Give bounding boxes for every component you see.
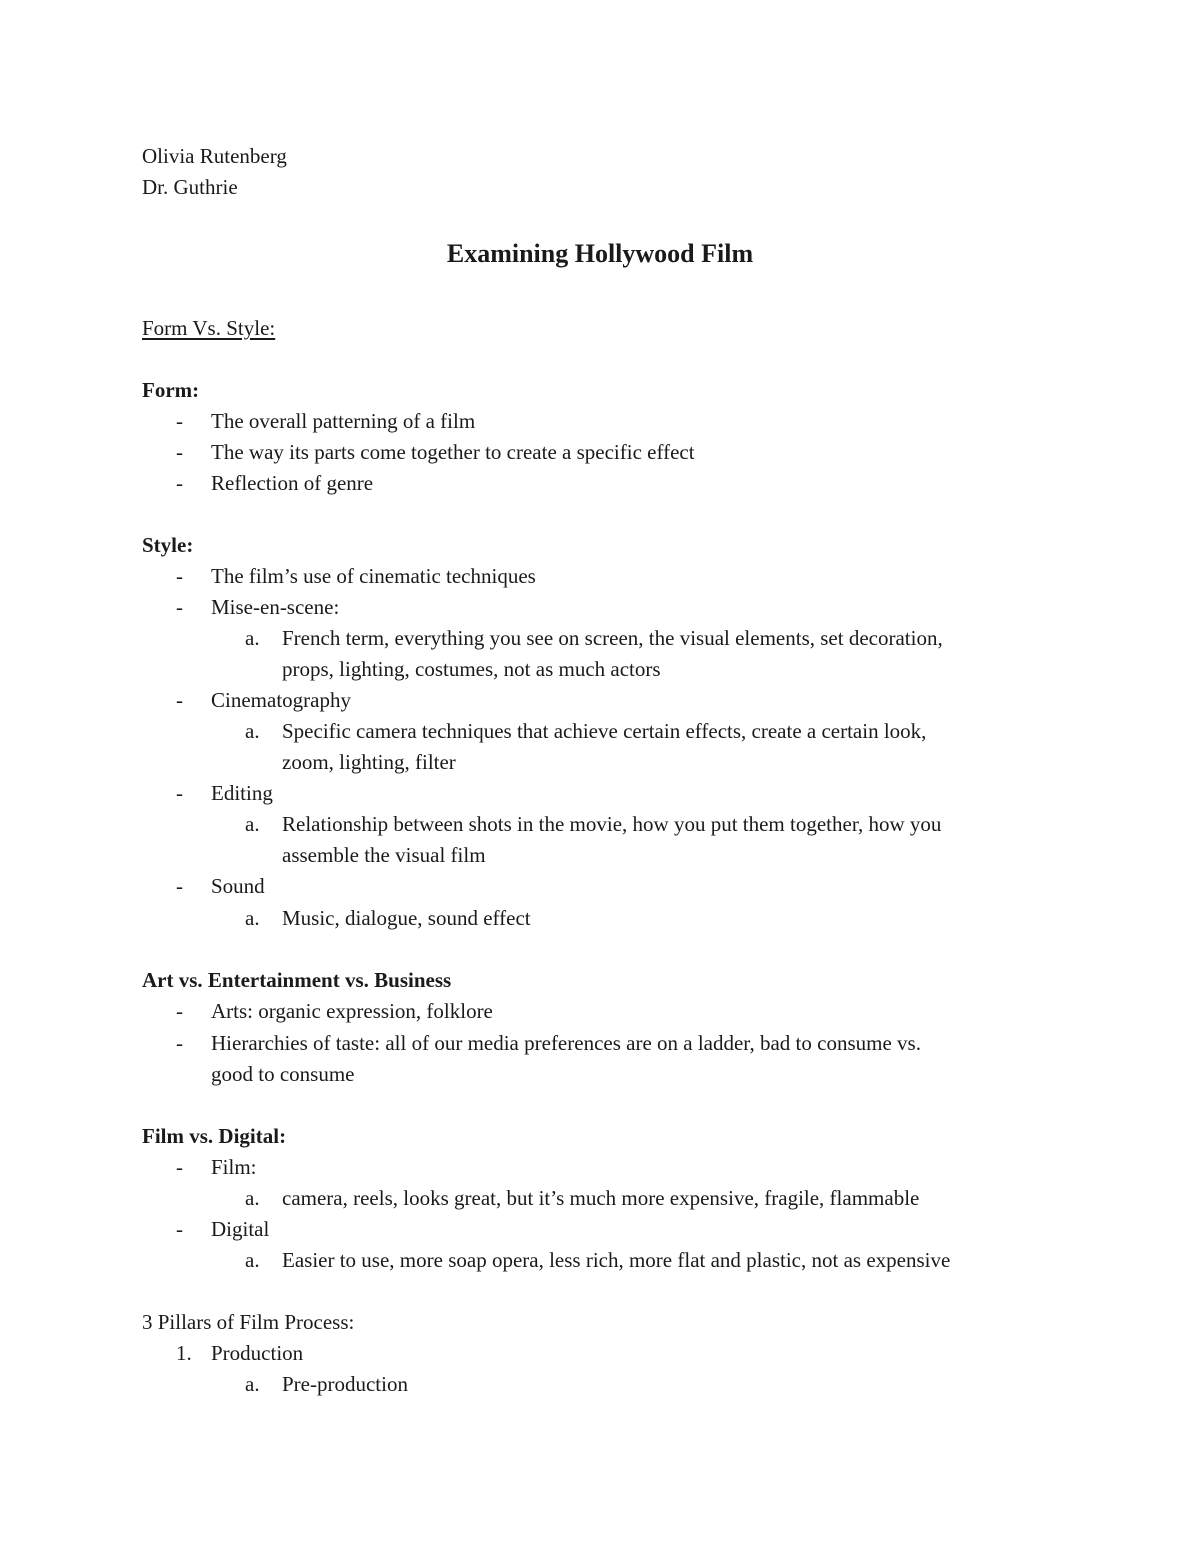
sub-marker: a. — [245, 626, 260, 650]
film-digital-subitem: Easier to use, more soap opera, less rich, more flat and plastic, not as expensive — [282, 1248, 951, 1272]
style-item: Editing — [211, 781, 273, 805]
bullet-dash: - — [176, 999, 183, 1023]
film-digital-item: Film: — [211, 1155, 257, 1179]
bullet-dash: - — [176, 781, 183, 805]
sub-marker: a. — [245, 1372, 260, 1396]
style-item: Cinematography — [211, 688, 351, 712]
bullet-dash: - — [176, 409, 183, 433]
art-item: good to consume — [211, 1062, 355, 1086]
art-item: Arts: organic expression, folklore — [211, 999, 493, 1023]
form-item: The overall patterning of a film — [211, 409, 476, 433]
number-marker: 1. — [176, 1341, 192, 1365]
sub-marker: a. — [245, 719, 260, 743]
style-subitem: props, lighting, costumes, not as much actors — [282, 657, 661, 681]
style-item: Mise-en-scene: — [211, 595, 340, 619]
style-subitem: Specific camera techniques that achieve certain effects, create a certain look, — [282, 719, 927, 743]
bullet-dash: - — [176, 688, 183, 712]
sub-marker: a. — [245, 812, 260, 836]
bullet-dash: - — [176, 440, 183, 464]
sub-marker: a. — [245, 906, 260, 930]
document-title: Examining Hollywood Film — [446, 239, 754, 268]
bullet-dash: - — [176, 471, 183, 495]
bullet-dash: - — [176, 1155, 183, 1179]
bullet-dash: - — [176, 595, 183, 619]
film-digital-heading: Film vs. Digital: — [142, 1124, 287, 1148]
sub-marker: a. — [245, 1248, 260, 1272]
style-subitem: Relationship between shots in the movie, how you put them together, how you — [282, 812, 942, 836]
pillars-heading: 3 Pillars of Film Process: — [142, 1310, 355, 1334]
style-subitem: zoom, lighting, filter — [282, 750, 456, 774]
form-vs-style-heading: Form Vs. Style: — [142, 316, 276, 340]
form-heading: Form: — [142, 378, 200, 402]
form-item: Reflection of genre — [211, 471, 374, 495]
style-item: The film’s use of cinematic techniques — [211, 564, 536, 588]
sub-marker: a. — [245, 1186, 260, 1210]
style-subitem: Music, dialogue, sound effect — [282, 906, 531, 930]
art-heading: Art vs. Entertainment vs. Business — [142, 968, 452, 992]
art-item: Hierarchies of taste: all of our media preferences are on a ladder, bad to consume vs. — [211, 1031, 921, 1055]
pillars-item: Production — [211, 1341, 304, 1365]
bullet-dash: - — [176, 1217, 183, 1241]
film-digital-subitem: camera, reels, looks great, but it’s much more expensive, fragile, flammable — [282, 1186, 920, 1210]
style-subitem: French term, everything you see on screen, the visual elements, set decoration, — [282, 626, 943, 650]
style-heading: Style: — [142, 533, 194, 557]
form-item: The way its parts come together to create a specific effect — [211, 440, 695, 464]
instructor-name: Dr. Guthrie — [142, 175, 238, 199]
bullet-dash: - — [176, 874, 183, 898]
style-subitem: assemble the visual film — [282, 843, 486, 867]
film-digital-item: Digital — [211, 1217, 270, 1241]
style-item: Sound — [211, 874, 265, 898]
author-name: Olivia Rutenberg — [142, 144, 287, 168]
bullet-dash: - — [176, 564, 183, 588]
bullet-dash: - — [176, 1031, 183, 1055]
pillars-subitem: Pre-production — [282, 1372, 408, 1396]
